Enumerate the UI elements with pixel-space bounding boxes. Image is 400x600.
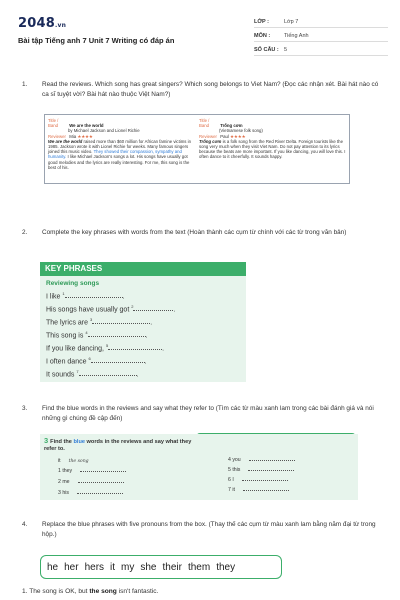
sheet-header <box>18 14 388 62</box>
meta-row-count: SỐ CÂU : 5 <box>254 44 388 56</box>
blue-word-item: 5 this <box>228 466 294 473</box>
site-logo[interactable]: 2048.vn <box>18 16 67 31</box>
pronoun-word: it <box>110 561 116 573</box>
question-2: 2. Complete the key phrases with words from the text (Hoàn thành các cụm từ chính với các từ trong văn bản) <box>22 229 347 236</box>
key-phrase-line: The lyrics are $^3$ . <box>46 316 153 327</box>
review-left: Title / Band We are the world by Michael Jackson and Lionel Richie Reviewer Mia ★★★★ We are the world raised more than $60 million for African famine victims in 1985. Jackson wrote it with Lionel Richie for weeks. Many famous singers joined this music video. They showed their compassion, sympathy and humanity. I like Michael Jackson's songs a lot. His songs have usually got good melodies and the lyrics are really interesting. For me, this song is the best of his. <box>48 118 191 170</box>
pronoun-word: she <box>140 561 157 573</box>
pronoun-word: their <box>162 561 182 573</box>
meta-row-subject: MÔN : Tiếng Anh <box>254 30 388 42</box>
blue-word-item: 4 you <box>228 456 295 463</box>
blue-word-item: 2 me <box>58 478 124 485</box>
key-phrase-line: I like $^1$ . <box>46 291 125 301</box>
pronoun-word: they <box>216 561 236 573</box>
key-phrases-box <box>40 262 246 382</box>
pronoun-word: he <box>47 561 59 573</box>
blue-word-item: 6 I <box>228 476 288 483</box>
blue-word-item: 1 they <box>58 467 126 474</box>
review-right: Title / Band Trống cơm (Vietnamese folk song) Reviewer Paul ★★★★ Trống cơm is a folk song from the Red River Delta. Foreign tourists like the song very much when they visit Viet Nam. Do not pay attention to its lyrics because the beats are more important. If you like dancing, you will love this. I often dance to it cheerfully. It sounds happy. <box>199 118 346 160</box>
question-4: 4. Replace the blue phrases with five pronouns from the box. (Thay thế các cụm từ màu xanh lam bằng năm đại từ trong hộp.) <box>22 521 376 538</box>
key-phrase-line: This song is $^4$ . <box>46 329 148 340</box>
blue-words-title: 3 Find the blue words in the reviews and say what they refer to. <box>44 436 192 452</box>
key-phrase-line: If you like dancing, $^5$ . <box>46 342 165 353</box>
blue-word-example: it the song <box>58 458 89 464</box>
reviews-image <box>44 114 350 184</box>
meta-info <box>254 16 388 58</box>
key-phrase-line: His songs have usually got $^2$ . <box>46 303 176 314</box>
key-phrases-subheader: Reviewing songs <box>46 280 100 287</box>
meta-row-class: LỚP : Lớp 7 <box>254 16 388 28</box>
pronoun-word: her <box>64 561 79 573</box>
key-phrase-line: It sounds $^7$ . <box>46 368 139 378</box>
exercise-sentence-1: 1. The song is OK, but the song isn't fantastic. <box>22 588 159 595</box>
blue-word-item: 7 it <box>228 486 289 493</box>
blue-word-item: 3 his <box>58 489 123 496</box>
key-phrase-line: I often dance $^6$ . <box>46 355 147 365</box>
key-phrases-header: KEY PHRASES <box>40 262 246 276</box>
pronoun-word: hers <box>84 561 105 573</box>
document-title: Bài tập Tiếng anh 7 Unit 7 Writing có đáp án <box>18 36 175 45</box>
pronoun-box <box>40 555 282 579</box>
blue-words-box <box>40 434 358 500</box>
pronoun-word: them <box>187 561 211 573</box>
question-1: 1. Read the reviews. Which song has great singers? Which song belongs to Viet Nam? (Đọc các nhận xét. Bài hát nào có ca sĩ tuyệt vời? Bài hát nào thuộc Việt Nam?) <box>22 81 379 98</box>
pronoun-word: my <box>121 561 135 573</box>
question-3: 3. Find the blue words in the reviews and say what they refer to (Tìm các từ màu xanh lam trong các bài đánh giá và nói những gì chúng đề cập đến) <box>22 405 374 422</box>
